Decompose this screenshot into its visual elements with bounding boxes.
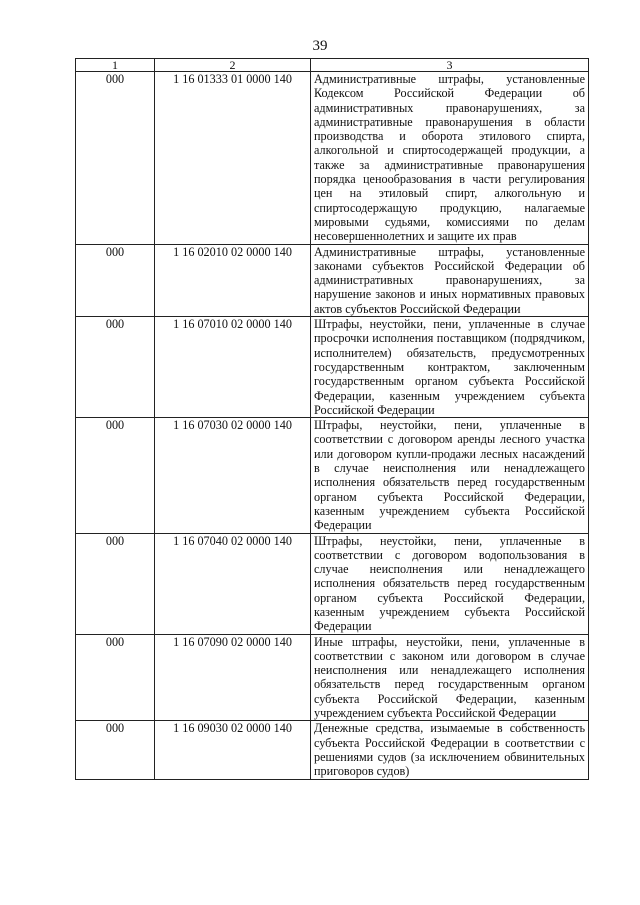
revenue-description-cell: Иные штрафы, неустойки, пени, уплаченные в соответствии с законом или договором в случае неисполнения или ненадлежащего исполнения обязательств перед государственным органом субъекта Российской Федерации, казенным учреждением субъекта Российской Федерации [314,634,585,721]
admin-code-cell: 000 [76,634,155,721]
revenue-code-cell: 1 16 01333 01 0000 140 [155,72,311,245]
admin-code-cell: 000 [76,244,155,316]
table-row [76,72,589,245]
table-row [76,533,589,634]
revenue-code-cell: 1 16 02010 02 0000 140 [155,244,311,316]
revenue-code-cell: 1 16 09030 02 0000 140 [155,721,311,779]
column-header-2: 2 [155,59,311,72]
revenue-description-cell: Штрафы, неустойки, пени, уплаченные в соответствии с договором аренды лесного участка или договором купли-продажи лесных насаждений в случае неисполнения или ненадлежащего исполнения обязательств перед государственным органом субъекта Российской Федерации, казенным учреждением субъекта Российской Федерации [314,418,585,533]
table-row [76,418,589,533]
admin-code-cell: 000 [76,418,155,533]
table-row [76,721,589,779]
revenue-description-cell: Административные штрафы, установленные законами субъектов Российской Федерации об административных правонарушениях, за нарушение законов и иных нормативных правовых актов субъектов Российской Федерации [314,244,585,316]
page-number: 39 [312,38,328,54]
revenue-description-cell: Денежные средства, изымаемые в собственность субъекта Российской Федерации в соответствии с решениями судов (за исключением обвинительных приговоров судов) [314,721,585,779]
revenue-description-cell: Административные штрафы, установленные Кодексом Российской Федерации об административных правонарушениях, за административные правонарушения в области производства и оборота этилового спирта, алкогольной и спиртосодержащей продукции, а также за административные правонарушения порядка ценообразования в части регулирования цен на этиловый спирт, алкогольную и спиртосодержащую продукцию, налагаемые мировыми судьями, комиссиями по делам несовершеннолетних и защите их прав [314,72,585,244]
column-header-3: 3 [311,59,589,72]
admin-code-cell: 000 [76,721,155,779]
table-row [76,634,589,721]
revenue-description-cell: Штрафы, неустойки, пени, уплаченные в случае просрочки исполнения поставщиком (подрядчиком, исполнителем) обязательств, предусмотренных государственным контрактом, заключенным государственным органом субъекта Российской Федерации, казенным учреждением субъекта Российской Федерации [314,317,585,417]
revenue-code-cell: 1 16 07030 02 0000 140 [155,418,311,533]
admin-code-cell: 000 [76,72,155,245]
table-row [76,244,589,316]
budget-codes-table [75,58,589,780]
revenue-code-cell: 1 16 07090 02 0000 140 [155,634,311,721]
table-header-row [76,59,589,72]
revenue-description-cell: Штрафы, неустойки, пени, уплаченные в соответствии с договором водопользования в случае неисполнения или ненадлежащего исполнения обязательств перед государственным органом субъекта Российской Федерации, казенным учреждением субъекта Российской Федерации [314,533,585,634]
admin-code-cell: 000 [76,533,155,634]
revenue-code-cell: 1 16 07010 02 0000 140 [155,317,311,418]
revenue-code-cell: 1 16 07040 02 0000 140 [155,533,311,634]
admin-code-cell: 000 [76,317,155,418]
column-header-1: 1 [76,59,155,72]
table-row [76,317,589,418]
